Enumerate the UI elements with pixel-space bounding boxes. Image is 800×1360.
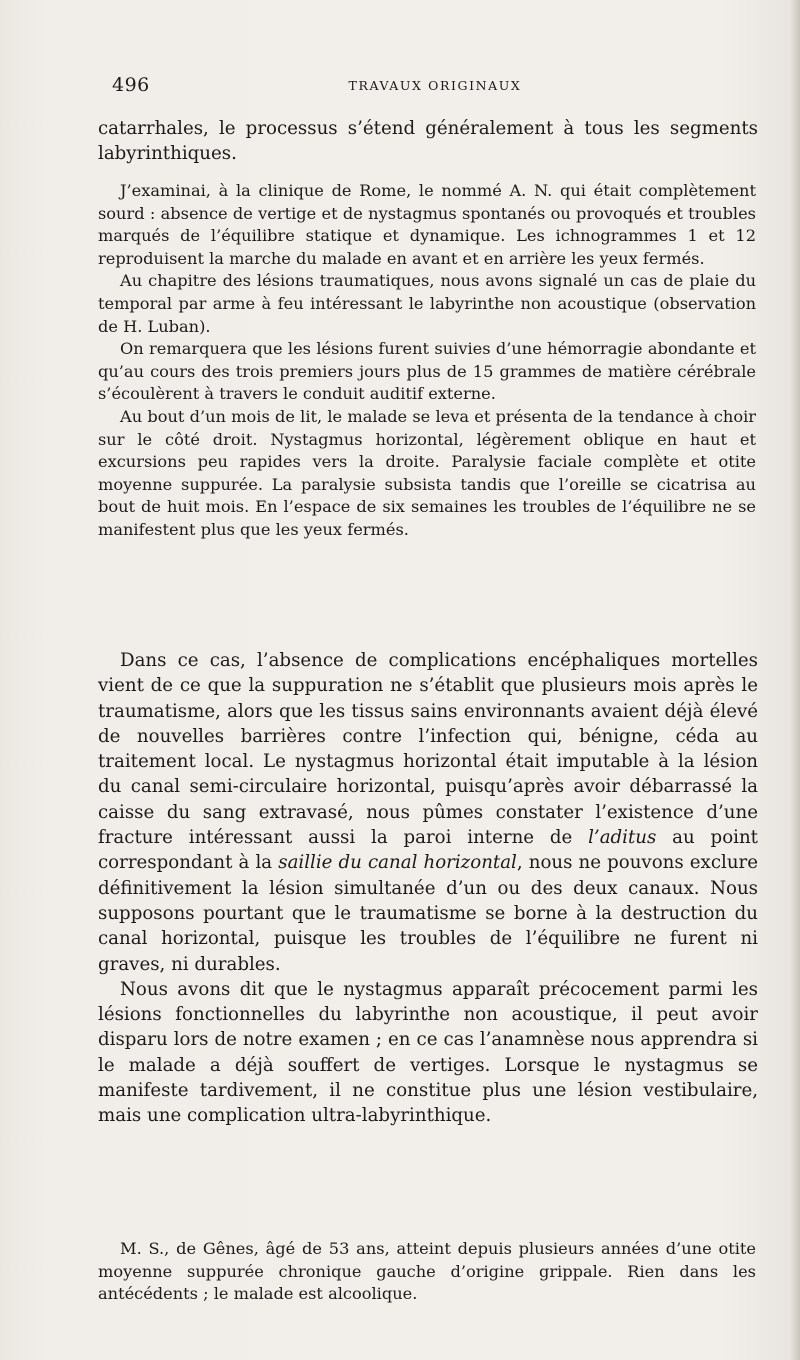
- paragraph-nystagmus: Nous avons dit que le nystagmus apparaît précocement parmi les lésions fonctionnelles du labyrinthe non acoustique, il peut avoir disparu lors de notre examen ; en ce cas l’anamnèse nous apprendra si le malade a déjà souffert de vertiges. Lorsque le nystagmus se manifeste tardivement, il ne constitue plus une lésion vestibulaire, mais une complication ultra-labyrinthique.: [98, 978, 758, 1127]
- running-head: [112, 74, 758, 100]
- paragraph-discussion: [98, 648, 758, 977]
- text-run: Dans ce cas, l’absence de complications encéphaliques mortelles vient de ce que la suppuration ne s’établit que plusieurs mois après le traumatisme, alors que les tissus sains environnants avaient déjà élevé de nouvelles barrières contre l’infection qui, bénigne, céda au traitement local. Le nystagmus horizontal était imputable à la lésion du canal semi-circulaire horizontal, puisqu’après avoir débarrassé la caisse du sang extravasé, nous pûmes constater l’existence d’une fracture intéressant aussi la paroi interne de: [98, 650, 758, 849]
- italic-term-saillie: saillie du canal horizontal: [278, 852, 517, 874]
- paragraph-case-genes: M. S., de Gênes, âgé de 53 ans, atteint depuis plusieurs années d’une otite moyenne suppurée chronique gauche d’origine grippale. Rien dans les antécédents ; le malade est alcoolique.: [98, 1239, 756, 1304]
- page-edge-shadow: [790, 0, 800, 1360]
- paragraph-hemorrhage: On remarquera que les lésions furent suivies d’une hémorragie abondante et qu’au cours des trois premiers jours plus de 15 grammes de matière cérébrale s’écoulèrent à travers le conduit auditif externe.: [98, 339, 756, 404]
- paragraph-evolution: Au bout d’un mois de lit, le malade se leva et présenta de la tendance à choir sur le côté droit. Nystagmus horizontal, légèrement oblique en haut et excursions peu rapides vers la droite. Paralysie faciale complète et otite moyenne suppurée. La paralysie subsista tandis que l’oreille se cicatrisa au bout de huit mois. En l’espace de six semaines les troubles de l’équilibre ne se manifestent plus que les yeux fermés.: [98, 406, 756, 539]
- paragraph-continuation: catarrhales, le processus s’étend généralement à tous les segments labyrinthiques.: [98, 118, 758, 165]
- case-observation-block: [98, 180, 756, 542]
- italic-term-aditus: l’aditus: [588, 827, 657, 849]
- paragraph-trauma-chapter: Au chapitre des lésions traumatiques, nous avons signalé un cas de plaie du temporal par arme à feu intéressant le labyrinthe non acoustique (observation de H. Luban).: [98, 271, 756, 336]
- text-run: au point correspondant à la: [98, 827, 758, 874]
- discussion-block: [98, 648, 758, 1129]
- paragraph-examination: J’examinai, à la clinique de Rome, le nommé A. N. qui était complètement sourd : absence de vertige et de nystagmus spontanés ou provoqués et troubles marqués de l’équilibre statique et dynamique. Les ichnogrammes 1 et 12 reproduisent la marche du malade en avant et en arrière les yeux fermés.: [98, 181, 756, 268]
- running-title: TRAVAUX ORIGINAUX: [348, 78, 522, 93]
- page-number: 496: [112, 74, 150, 96]
- text-run: , nous ne pouvons exclure définitivement la lésion simultanée d’un ou des deux canaux. Nous supposons pourtant que le traumatisme se borne à la destruction du canal horizontal, puisque les troubles de l’équilibre ne furent ni graves, ni durables.: [98, 852, 758, 975]
